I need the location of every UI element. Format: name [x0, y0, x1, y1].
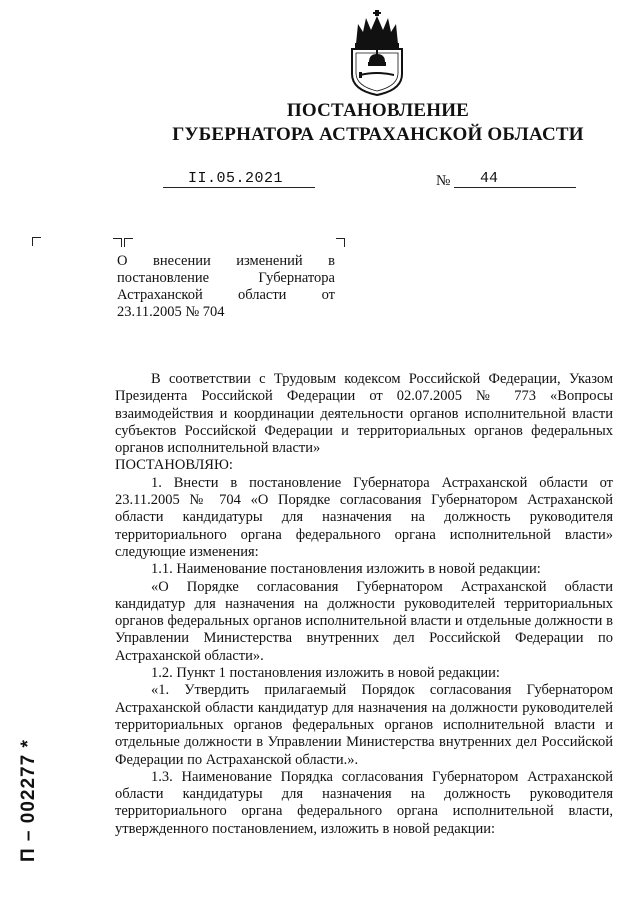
date-underline [163, 187, 315, 188]
body-paragraph: 1.2. Пункт 1 постановления изложить в новой редакции: [151, 665, 500, 682]
number-sign: № [436, 173, 451, 189]
body-paragraph: 1.3. Наименование Порядка согласования Губернатором Астраханской области кандидатуры для назначения на должность руководителя территориального органа федерального органа исполнительной власти, утвержденного постановлением, изложить в новой редакции: [115, 768, 613, 837]
resolution-word: ПОСТАНОВЛЯЮ: [115, 457, 233, 474]
document-issuer: ГУБЕРНАТОРА АСТРАХАНСКОЙ ОБЛАСТИ [172, 124, 584, 145]
margin-serial-stamp: П – 002277 * [18, 739, 39, 862]
body-paragraph: 1. Внести в постановление Губернатора Астраханской области от 23.11.2005 № 704 «О Порядке согласования Губернатором Астраханской области кандидатуры для назначения на должность руководителя территориального органа федерального органа исполнительной власти» следующие изменения: [115, 474, 613, 560]
document-date: II.05.2021 [188, 170, 284, 187]
coat-of-arms-emblem [346, 10, 408, 96]
number-underline [454, 187, 576, 188]
corner-mark [124, 238, 133, 247]
document-body [115, 371, 613, 838]
preamble-paragraph: В соответствии с Трудовым кодексом Российской Федерации, Указом Президента Российской Федерации от 02.07.2005 № 773 «Вопросы взаимодействия и координации деятельности органов исполнительной власти субъектов Российской Федерации и территориальных органов федеральных органов исполнительной власти» [115, 371, 613, 457]
body-paragraph: «1. Утвердить прилагаемый Порядок согласования Губернатором Астраханской области кандидатур для назначения на должности руководителей территориальных органов федеральных органов исполнительной власти и отдельные должности в Управлении Министерства внутренних дел Российской Федерации по Астраханской области.». [115, 682, 613, 768]
document-title: ПОСТАНОВЛЕНИЕ [286, 100, 470, 121]
corner-mark [113, 238, 122, 247]
corner-mark [32, 237, 41, 246]
body-paragraph: «О Порядке согласования Губернатором Астраханской области кандидатур для назначения на должности руководителей территориальных органов федеральных органов исполнительной власти и отдельные должности в Управлении Министерства внутренних дел Российской Федерации по Астраханской области». [115, 578, 613, 664]
document-number: 44 [480, 170, 499, 187]
corner-mark [336, 238, 345, 247]
body-paragraph: 1.1. Наименование постановления изложить в новой редакции: [151, 561, 541, 578]
document-subject: О внесении изменений в постановление Губернатора Астраханской области от 23.11.2005 № 704 [117, 253, 335, 320]
